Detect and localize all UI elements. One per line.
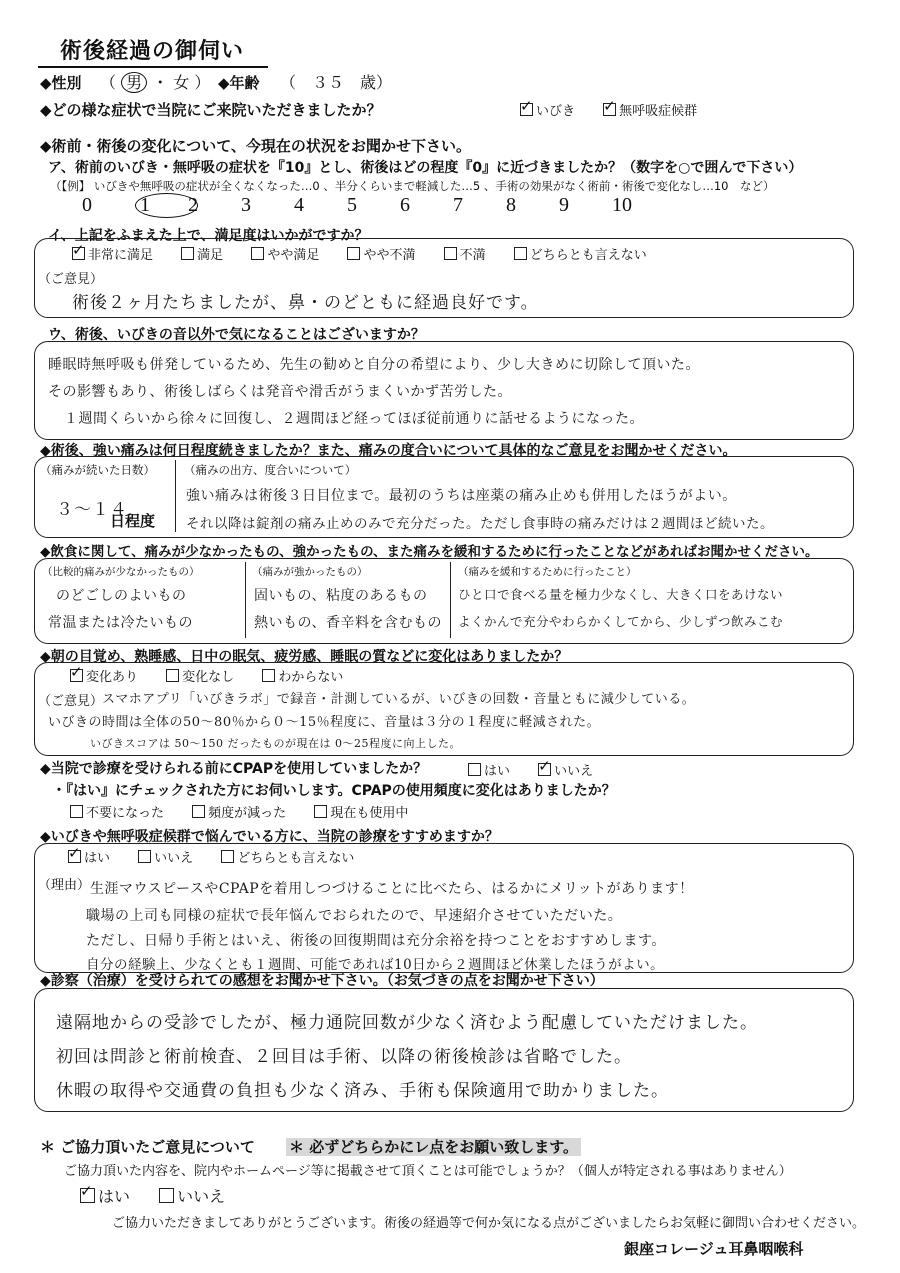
scale-7[interactable]: 7: [453, 194, 463, 216]
visit-question: ◆どの様な症状で当院にご来院いただきましたか？: [40, 101, 382, 119]
food-col2-1[interactable]: 固いもの、粘度のあるもの: [254, 588, 428, 604]
scale-8[interactable]: 8: [506, 194, 516, 216]
i-question: イ、上記をふまえた上で、満足度はいかがですか？: [48, 228, 369, 244]
food-col3-1[interactable]: ひと口で食べる量を極力少なくし、大きく口をあけない: [458, 587, 784, 602]
u-line-2[interactable]: その影響もあり、術後しばらくは発音や滑舌がうまくいかず苦労した。: [48, 384, 512, 400]
reason-line-4[interactable]: 自分の経験上、少なくとも１週間、可能であれば10日から２週間ほど休業したほうがよい。: [86, 957, 665, 973]
publish-question: ご協力頂いた内容を、院内やホームページ等に掲載させて頂くことは可能でしょうか？（個人が特定される事はありません）: [64, 1164, 792, 1179]
sleep-question: ◆朝の目覚め、熟睡感、日中の眠気、疲労感、睡眠の質などに変化はありましたか？: [40, 649, 569, 665]
food-col3-label: （痛みを緩和するために行ったこと）: [458, 566, 637, 578]
pain-question: ◆術後、強い痛みは何日程度続きましたか？また、痛みの度合いについて具体的なご意見をお聞かせください。: [40, 443, 737, 459]
cpap-follow-question: ・『はい』にチェックされた方にお伺いします。CPAPの使用頻度に変化はありましたか？: [52, 783, 616, 799]
sex-male[interactable]: 男: [121, 72, 147, 93]
pain-detail-2[interactable]: それ以降は錠剤の痛み止めのみで充分だった。ただし食事時の痛みだけは２週間ほど続いた。: [186, 516, 774, 532]
reason-label: （理由）: [38, 878, 91, 893]
cpap-still[interactable]: 現在も使用中: [314, 802, 408, 821]
recommend-options: [68, 847, 378, 866]
clinic-name: 銀座コレージュ耳鼻咽喉科: [624, 1240, 804, 1258]
cpap-yes[interactable]: はい: [468, 760, 510, 779]
u-line-1[interactable]: 睡眠時無呼吸も併発しているため、先生の勧めと自分の希望により、少し大きめに切除して頂いた。: [48, 357, 700, 373]
impression-line-3[interactable]: 休暇の取得や交通費の負担も少なく済み、手術も保険適用で助かりました。: [56, 1081, 670, 1101]
sex-label: ◆性別: [40, 74, 82, 92]
cpap-reduced[interactable]: 頻度が減った: [192, 802, 286, 821]
sleep-options: [70, 666, 367, 685]
scale-2[interactable]: 2: [188, 194, 198, 216]
change-question: ◆術前・術後の変化について、今現在の状況をお聞かせ下さい。: [40, 137, 471, 155]
satisfaction-options: [72, 244, 671, 263]
pain-detail-1[interactable]: 強い痛みは術後３日目位まで。最初のうちは座薬の痛み止めも併用したほうがよい。: [186, 488, 737, 504]
impression-line-1[interactable]: 遠隔地からの受診でしたが、極力通院回数が少なく済むよう配慮していただけました。: [56, 1013, 758, 1033]
cpap-question: ◆当院で診療を受けられる前にCPAPを使用していましたか？: [40, 761, 428, 777]
scale-5[interactable]: 5: [347, 194, 357, 216]
satisfaction-very[interactable]: ✓非常に満足: [72, 244, 153, 263]
recommend-no[interactable]: いいえ: [138, 847, 193, 866]
food-col1-2[interactable]: 常温または冷たいもの: [48, 615, 193, 631]
reason-line-2[interactable]: 職場の上司も同様の症状で長年悩んでおられたので、早速紹介させていただいた。: [86, 908, 623, 924]
recommend-neutral[interactable]: どちらとも言えない: [221, 847, 354, 866]
pain-divider: [175, 460, 176, 532]
food-col3-2[interactable]: よくかんで充分やわらかくしてから、少しずつ飲みこむ: [458, 614, 784, 629]
u-question: ウ、術後、いびきの音以外で気になることはございますか？: [48, 327, 425, 343]
food-divider-2: [450, 562, 451, 638]
pain-detail-label: （痛みの出方、度合いについて）: [184, 463, 357, 477]
opinion-text[interactable]: 術後２ヶ月たちましたが、鼻・のどともに経過良好です。: [72, 293, 539, 313]
sleep-changed[interactable]: ✓変化あり: [70, 666, 138, 685]
satisfaction-somewhat[interactable]: やや満足: [251, 244, 319, 263]
scale-1-selected[interactable]: 1: [135, 193, 188, 218]
publish-yes[interactable]: ✓はい: [80, 1184, 130, 1207]
food-col2-label: （痛みが強かったもの）: [252, 566, 368, 578]
sleep-line-1[interactable]: スマホアプリ「いびきラボ」で録音・計測しているが、いびきの回数・音量ともに減少している。: [102, 692, 696, 707]
age-value[interactable]: （ ３５ 歳）: [280, 73, 393, 92]
scale-example: （【例】 いびきや無呼吸の症状が全くなくなった…0 、半分くらいまで軽減した…5 、手術の効果がなく術前・術後で変化なし…10 など）: [50, 179, 775, 193]
food-col2-2[interactable]: 熱いもの、香辛料を含むもの: [254, 615, 442, 631]
pain-duration-unit: 日程度: [110, 512, 156, 530]
sleep-line-3[interactable]: いびきスコアは 50～150 だったものが現在は 0～25程度に向上した。: [90, 737, 461, 750]
scale-9[interactable]: 9: [559, 194, 569, 216]
cpap-follow-options: [70, 802, 432, 821]
u-line-3[interactable]: １週間くらいから徐々に回復し、２週間ほど経ってほぼ従前通りに話せるようになった。: [64, 411, 644, 427]
sleep-unknown[interactable]: わからない: [262, 666, 343, 685]
opinion-label: （ご意見）: [38, 272, 104, 287]
visit-options: [520, 100, 721, 119]
title-underline: [38, 66, 268, 68]
page-title: 術後経過の御伺い: [60, 39, 245, 64]
scale-3[interactable]: 3: [241, 194, 251, 216]
reason-line-3[interactable]: ただし、日帰り手術とはいえ、術後の回復期間は充分余裕を持つことをおすすめします。: [86, 933, 666, 949]
pain-duration-label: （痛みが続いた日数）: [40, 463, 155, 477]
thanks-text: ご協力いただきましてありがとうございます。術後の経過等で何か気になる点がございましたらお気軽に御問い合わせください。: [112, 1216, 865, 1231]
scale-0[interactable]: 0: [82, 194, 92, 216]
sleep-unchanged[interactable]: 変化なし: [166, 666, 234, 685]
food-divider-1: [245, 562, 246, 638]
cpap-no[interactable]: ✓ いいえ: [538, 760, 593, 779]
recommend-yes[interactable]: ✓はい: [68, 847, 110, 866]
age-label: ◆年齢: [218, 74, 260, 92]
cooperation-title: ＊ ご協力頂いたご意見について: [40, 1138, 255, 1156]
cpap-unneeded[interactable]: 不要になった: [70, 802, 164, 821]
scale-6[interactable]: 6: [400, 194, 410, 216]
sleep-line-2[interactable]: いびきの時間は全体の50～80％から０～15％程度に、音量は３分の１程度に軽減された。: [48, 715, 601, 730]
publish-options: [80, 1184, 249, 1207]
required-note: ＊ 必ずどちらかにレ点をお願い致します。: [286, 1136, 581, 1157]
scale-row: [82, 193, 665, 218]
checkbox-checked[interactable]: [520, 103, 533, 116]
food-col1-1[interactable]: のどごしのよいもの: [56, 588, 187, 604]
scale-10[interactable]: 10: [612, 194, 632, 216]
satisfaction-neutral[interactable]: どちらとも言えない: [514, 244, 647, 263]
publish-no[interactable]: いいえ: [159, 1184, 225, 1207]
sex-options: （ 男 ・ 女 ）: [100, 73, 211, 92]
sleep-opinion-label: （ご意見）: [38, 694, 104, 709]
food-col1-label: （比較的痛みが少なかったもの）: [42, 566, 200, 578]
reason-line-1[interactable]: 生涯マウスピースやCPAPを着用しつづけることに比べたら、はるかにメリットがあります！: [90, 881, 694, 897]
recommend-question: ◆いびきや無呼吸症候群で悩んでいる方に、当院の診療をすすめますか？: [40, 829, 499, 845]
impression-line-2[interactable]: 初回は問診と術前検査、２回目は手術、以降の術後検診は省略でした。: [56, 1047, 632, 1067]
impression-question: ◆診察（治療）を受けられての感想をお聞かせ下さい。（お気づきの点をお聞かせ下さい）: [40, 973, 604, 989]
cpap-options: [468, 760, 617, 779]
checkbox-checked[interactable]: [603, 103, 616, 116]
food-question: ◆飲食に関して、痛みが少なかったもの、強かったもの、また痛みを緩和するために行ったことなどがあればお聞かせください。: [40, 544, 819, 560]
a-question: ア、術前のいびき・無呼吸の症状を『10』とし、術後はどの程度『0』に近づきましたか？（数字を○で囲んで下さい）: [48, 160, 803, 176]
visit-option-snoring[interactable]: ✓ いびき: [520, 100, 575, 119]
satisfaction-somewhat-dis[interactable]: やや不満: [347, 244, 415, 263]
satisfaction-satisfied[interactable]: 満足: [181, 244, 223, 263]
visit-option-apnea[interactable]: ✓ 無呼吸症候群: [603, 100, 697, 119]
sex-female[interactable]: 女: [173, 73, 190, 92]
scale-4[interactable]: 4: [294, 194, 304, 216]
pain-duration-value[interactable]: ３～１４: [56, 500, 128, 520]
satisfaction-dis[interactable]: 不満: [444, 244, 486, 263]
